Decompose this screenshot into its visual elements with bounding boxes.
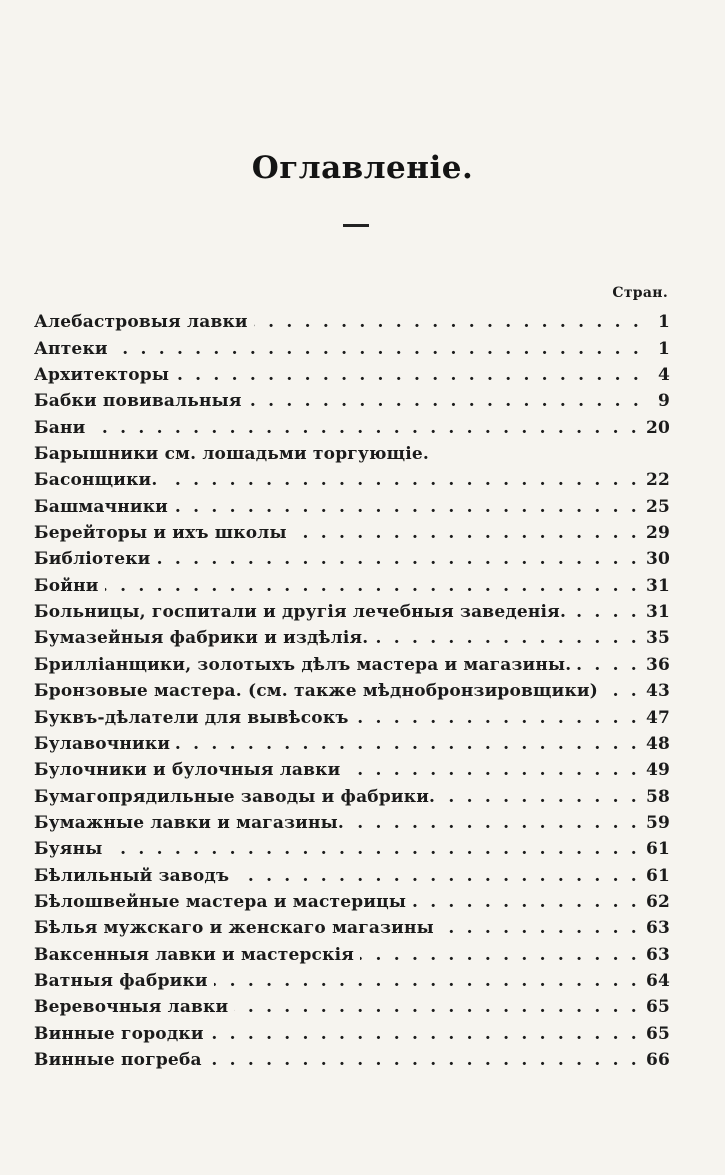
- toc-entry-page-number: 43: [640, 681, 670, 701]
- toc-entry-page-number: 4: [642, 365, 670, 385]
- toc-entry-page-number: 65: [640, 997, 670, 1017]
- toc-entry-title: Бумажные лавки и магазины.: [34, 813, 350, 833]
- dot-leader: [435, 444, 642, 464]
- toc-entry: [34, 938, 670, 964]
- dot-leader: [374, 628, 640, 648]
- toc-entry: [34, 965, 670, 991]
- toc-entry-page-number: 1: [642, 312, 670, 332]
- toc-entry: [34, 359, 670, 385]
- dot-leader: [254, 312, 642, 332]
- toc-entry-page-number: 62: [640, 892, 670, 912]
- dot-leader: [114, 339, 642, 359]
- toc-entry-title: Бѣлильный заводъ: [34, 866, 235, 886]
- toc-entry: [34, 306, 670, 332]
- dot-leader: [210, 1024, 640, 1044]
- dot-leader: [157, 549, 640, 569]
- toc-entry-title: Басонщики.: [34, 470, 163, 490]
- toc-entry-page-number: 25: [640, 497, 670, 517]
- dot-leader: [360, 945, 640, 965]
- dot-leader: [174, 497, 640, 517]
- toc-entry-title: Бронзовые мастера. (см. также мѣднобронзировщики): [34, 681, 604, 701]
- toc-entry-title: Ватныя фабрики: [34, 971, 214, 991]
- toc-entry: [34, 754, 670, 780]
- toc-entry-title: Булочники и булочныя лавки: [34, 760, 346, 780]
- toc-entry-title: Больницы, госпитали и другія лечебныя заведенія.: [34, 602, 572, 622]
- toc-entry: [34, 464, 670, 490]
- toc-entry-page-number: 30: [640, 549, 670, 569]
- toc-entry-page-number: 31: [640, 602, 670, 622]
- dot-leader: [208, 1050, 640, 1070]
- dot-leader: [176, 734, 640, 754]
- dot-leader: [572, 602, 640, 622]
- toc-entry-title: Бабки повивальныя: [34, 391, 248, 411]
- toc-entry-title: Берейторы и ихъ школы: [34, 523, 293, 543]
- title-rule: [343, 224, 369, 227]
- toc-entry-title: Бѣлья мужскаго и женскаго магазины: [34, 918, 440, 938]
- toc-entry-page-number: 58: [640, 787, 670, 807]
- toc-entry-page-number: 47: [640, 708, 670, 728]
- dot-leader: [105, 576, 640, 596]
- toc-entry-page-number: 31: [640, 576, 670, 596]
- toc-entry: [34, 1044, 670, 1070]
- toc-entry-title: Винные городки: [34, 1024, 210, 1044]
- toc-entry: [34, 886, 670, 912]
- toc-entry-title: Башмачники: [34, 497, 174, 517]
- toc-entry: [34, 701, 670, 727]
- toc-entry-page-number: 36: [640, 655, 670, 675]
- toc-entry: [34, 833, 670, 859]
- toc-entry-page-number: 49: [640, 760, 670, 780]
- dot-leader: [175, 365, 642, 385]
- toc-entry-title: Булавочники: [34, 734, 176, 754]
- toc-entry: [34, 490, 670, 516]
- toc-entry: [34, 780, 670, 806]
- toc-entry-title: Бумагопрядильные заводы и фабрики.: [34, 787, 441, 807]
- toc-entry-page-number: 61: [640, 866, 670, 886]
- toc-entry: [34, 622, 670, 648]
- toc-entry: [34, 517, 670, 543]
- toc-entry-title: Барышники см. лошадьми торгующіе.: [34, 444, 435, 464]
- toc-entry-page-number: 64: [640, 971, 670, 991]
- toc-entry-page-number: 22: [640, 470, 670, 490]
- dot-leader: [577, 655, 640, 675]
- toc-entry: [34, 728, 670, 754]
- toc-entry-title: Буяны: [34, 839, 108, 859]
- toc-entry-title: Бѣлошвейные мастера и мастерицы: [34, 892, 412, 912]
- toc-entry-title: Веревочныя лавки: [34, 997, 234, 1017]
- toc-entry: [34, 1017, 670, 1043]
- dot-leader: [91, 418, 640, 438]
- toc-entry-page-number: 9: [642, 391, 670, 411]
- toc-entry: [34, 411, 670, 437]
- dot-leader: [440, 918, 640, 938]
- toc-entry-title: Бани: [34, 418, 91, 438]
- toc-entry-title: Бумазейныя фабрики и издѣлія.: [34, 628, 374, 648]
- toc-entry-page-number: 63: [640, 918, 670, 938]
- toc-entry-title: Ваксенныя лавки и мастерскія: [34, 945, 360, 965]
- toc-entry-page-number: 35: [640, 628, 670, 648]
- table-of-contents: [34, 306, 670, 1070]
- dot-leader: [293, 523, 640, 543]
- dot-leader: [214, 971, 640, 991]
- toc-entry: [34, 332, 670, 358]
- toc-entry-page-number: 48: [640, 734, 670, 754]
- toc-entry-page-number: 61: [640, 839, 670, 859]
- toc-entry-page-number: 65: [640, 1024, 670, 1044]
- dot-leader: [604, 681, 640, 701]
- toc-entry: [34, 912, 670, 938]
- dot-leader: [441, 787, 640, 807]
- dot-leader: [412, 892, 640, 912]
- page-title: Оглавленіе.: [251, 150, 474, 186]
- dot-leader: [235, 866, 640, 886]
- dot-leader: [108, 839, 639, 859]
- dot-leader: [346, 760, 640, 780]
- toc-entry: [34, 859, 670, 885]
- toc-entry-title: Буквъ-дѣлатели для вывѣсокъ: [34, 708, 355, 728]
- toc-entry-title: Алебастровыя лавки: [34, 312, 254, 332]
- page-column-label: Стран.: [612, 285, 668, 301]
- toc-entry: [34, 385, 670, 411]
- toc-entry: [34, 675, 670, 701]
- toc-entry: [34, 438, 670, 464]
- toc-entry-title: Брилліанщики, золотыхъ дѣлъ мастера и магазины.: [34, 655, 577, 675]
- toc-entry: [34, 991, 670, 1017]
- toc-entry-page-number: 1: [642, 339, 670, 359]
- toc-entry: [34, 569, 670, 595]
- toc-entry-title: Архитекторы: [34, 365, 175, 385]
- toc-entry-page-number: 29: [640, 523, 670, 543]
- toc-entry: [34, 807, 670, 833]
- toc-entry-page-number: 63: [640, 945, 670, 965]
- toc-entry-title: Библіотеки: [34, 549, 157, 569]
- toc-entry-page-number: 20: [640, 418, 670, 438]
- dot-leader: [350, 813, 640, 833]
- toc-entry-title: Бойни: [34, 576, 105, 596]
- dot-leader: [355, 708, 640, 728]
- toc-entry: [34, 543, 670, 569]
- toc-entry-title: Аптеки: [34, 339, 114, 359]
- toc-entry-title: Винные погреба: [34, 1050, 208, 1070]
- toc-entry: [34, 648, 670, 674]
- toc-entry: [34, 596, 670, 622]
- dot-leader: [248, 391, 642, 411]
- toc-entry-page-number: 59: [640, 813, 670, 833]
- dot-leader: [234, 997, 640, 1017]
- dot-leader: [163, 470, 639, 490]
- toc-entry-page-number: 66: [640, 1050, 670, 1070]
